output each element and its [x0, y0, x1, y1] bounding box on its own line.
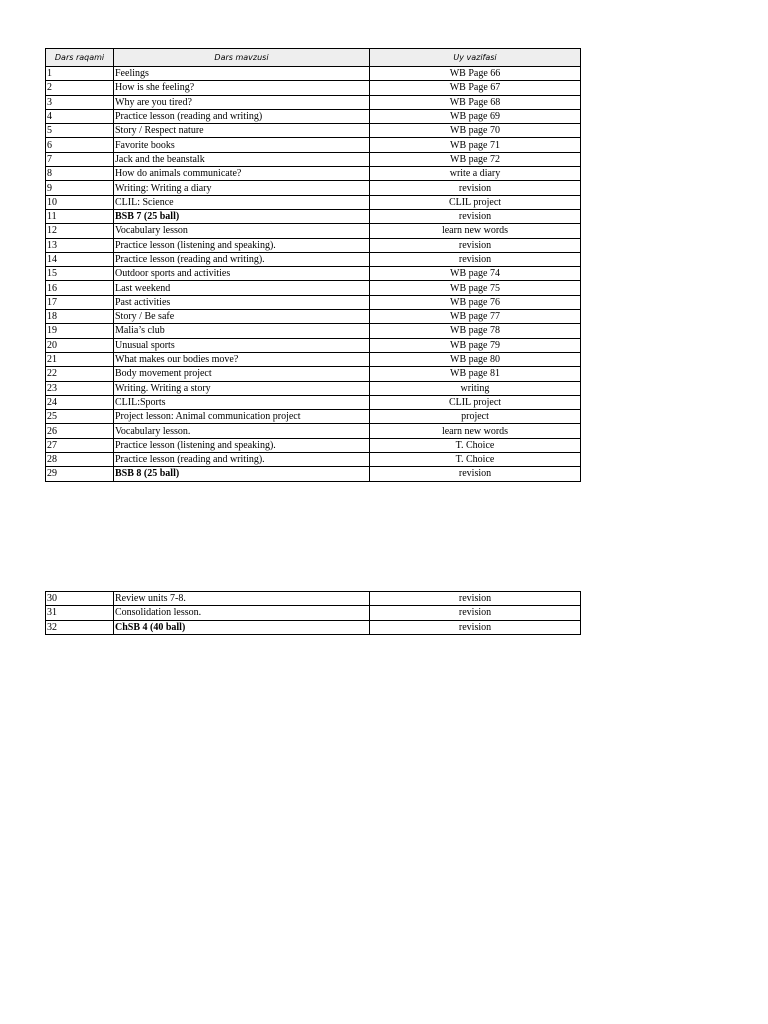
header-homework: Uy vazifasi — [370, 49, 581, 67]
lesson-number-cell: 29 — [46, 467, 114, 481]
homework-cell: revision — [370, 620, 581, 634]
lesson-number-cell: 23 — [46, 381, 114, 395]
lesson-number-cell: 24 — [46, 395, 114, 409]
lesson-number-cell: 21 — [46, 352, 114, 366]
homework-cell: WB Page 66 — [370, 67, 581, 81]
homework-cell: WB page 81 — [370, 367, 581, 381]
homework-cell: WB page 78 — [370, 324, 581, 338]
table-row — [46, 252, 581, 266]
homework-cell: WB page 77 — [370, 310, 581, 324]
lesson-topic-cell: Writing. Writing a story — [114, 381, 370, 395]
homework-cell: WB Page 67 — [370, 81, 581, 95]
lesson-topic-cell: Review units 7-8. — [114, 592, 370, 606]
lesson-number-cell: 3 — [46, 95, 114, 109]
lesson-topic-cell: Body movement project — [114, 367, 370, 381]
lesson-number-cell: 1 — [46, 67, 114, 81]
lesson-topic-cell: BSB 8 (25 ball) — [114, 467, 370, 481]
lesson-topic-cell: Malia’s club — [114, 324, 370, 338]
lesson-number-cell: 26 — [46, 424, 114, 438]
lesson-number-cell: 14 — [46, 252, 114, 266]
homework-cell: CLIL project — [370, 195, 581, 209]
lesson-number-cell: 2 — [46, 81, 114, 95]
header-lesson-number: Dars raqami — [46, 49, 114, 67]
table-row — [46, 424, 581, 438]
lesson-number-cell: 10 — [46, 195, 114, 209]
table-row — [46, 124, 581, 138]
homework-cell: T. Choice — [370, 453, 581, 467]
table-row — [46, 606, 581, 620]
lesson-number-cell: 28 — [46, 453, 114, 467]
homework-cell: WB page 79 — [370, 338, 581, 352]
table-row — [46, 338, 581, 352]
lesson-number-cell: 30 — [46, 592, 114, 606]
lesson-number-cell: 12 — [46, 224, 114, 238]
lesson-number-cell: 5 — [46, 124, 114, 138]
lesson-topic-cell: Consolidation lesson. — [114, 606, 370, 620]
lesson-plan-table — [45, 48, 581, 482]
homework-cell: CLIL project — [370, 395, 581, 409]
homework-cell: learn new words — [370, 224, 581, 238]
header-lesson-topic: Dars mavzusi — [114, 49, 370, 67]
table-row — [46, 310, 581, 324]
lesson-topic-cell: Past activities — [114, 295, 370, 309]
table-row — [46, 352, 581, 366]
lesson-topic-cell: Why are you tired? — [114, 95, 370, 109]
lesson-topic-cell: Practice lesson (listening and speaking). — [114, 438, 370, 452]
homework-cell: T. Choice — [370, 438, 581, 452]
table-row — [46, 152, 581, 166]
lesson-number-cell: 20 — [46, 338, 114, 352]
lesson-topic-cell: CLIL:Sports — [114, 395, 370, 409]
table-row — [46, 395, 581, 409]
homework-cell: revision — [370, 592, 581, 606]
lesson-topic-cell: What makes our bodies move? — [114, 352, 370, 366]
lesson-topic-cell: Practice lesson (reading and writing). — [114, 252, 370, 266]
lesson-number-cell: 15 — [46, 267, 114, 281]
lesson-topic-cell: Favorite books — [114, 138, 370, 152]
lesson-plan-table-continued — [45, 591, 581, 635]
lesson-number-cell: 18 — [46, 310, 114, 324]
table-row — [46, 324, 581, 338]
table-row — [46, 209, 581, 223]
homework-cell: revision — [370, 467, 581, 481]
lesson-topic-cell: Story / Be safe — [114, 310, 370, 324]
table-row — [46, 167, 581, 181]
lesson-topic-cell: Unusual sports — [114, 338, 370, 352]
table-row — [46, 224, 581, 238]
lesson-number-cell: 13 — [46, 238, 114, 252]
lesson-number-cell: 32 — [46, 620, 114, 634]
lesson-topic-cell: Practice lesson (listening and speaking). — [114, 238, 370, 252]
homework-cell: WB page 74 — [370, 267, 581, 281]
table-row — [46, 592, 581, 606]
homework-cell: revision — [370, 606, 581, 620]
lesson-number-cell: 19 — [46, 324, 114, 338]
homework-cell: write a diary — [370, 167, 581, 181]
table-row — [46, 467, 581, 481]
lesson-number-cell: 16 — [46, 281, 114, 295]
lesson-topic-cell: Project lesson: Animal communication project — [114, 410, 370, 424]
lesson-topic-cell: Last weekend — [114, 281, 370, 295]
homework-cell: project — [370, 410, 581, 424]
table-row — [46, 67, 581, 81]
table-body-continued — [46, 592, 581, 635]
homework-cell: revision — [370, 238, 581, 252]
table-row — [46, 181, 581, 195]
homework-cell: WB page 76 — [370, 295, 581, 309]
table-row — [46, 109, 581, 123]
homework-cell: WB page 70 — [370, 124, 581, 138]
lesson-topic-cell: Outdoor sports and activities — [114, 267, 370, 281]
lesson-number-cell: 6 — [46, 138, 114, 152]
lesson-number-cell: 8 — [46, 167, 114, 181]
lesson-topic-cell: Writing: Writing a diary — [114, 181, 370, 195]
table-row — [46, 281, 581, 295]
table-row — [46, 381, 581, 395]
lesson-topic-cell: Story / Respect nature — [114, 124, 370, 138]
homework-cell: WB page 75 — [370, 281, 581, 295]
lesson-number-cell: 7 — [46, 152, 114, 166]
homework-cell: WB page 80 — [370, 352, 581, 366]
homework-cell: learn new words — [370, 424, 581, 438]
lesson-topic-cell: Practice lesson (reading and writing) — [114, 109, 370, 123]
table-row — [46, 138, 581, 152]
homework-cell: revision — [370, 252, 581, 266]
lesson-topic-cell: BSB 7 (25 ball) — [114, 209, 370, 223]
lesson-topic-cell: ChSB 4 (40 ball) — [114, 620, 370, 634]
lesson-topic-cell: Feelings — [114, 67, 370, 81]
lesson-topic-cell: Jack and the beanstalk — [114, 152, 370, 166]
table-row — [46, 620, 581, 634]
table-row — [46, 367, 581, 381]
table-row — [46, 81, 581, 95]
homework-cell: WB page 69 — [370, 109, 581, 123]
lesson-number-cell: 11 — [46, 209, 114, 223]
lesson-topic-cell: Practice lesson (reading and writing). — [114, 453, 370, 467]
table-row — [46, 195, 581, 209]
homework-cell: WB page 71 — [370, 138, 581, 152]
lesson-topic-cell: Vocabulary lesson. — [114, 424, 370, 438]
table-row — [46, 453, 581, 467]
lesson-number-cell: 17 — [46, 295, 114, 309]
table-row — [46, 267, 581, 281]
table-row — [46, 410, 581, 424]
table-row — [46, 438, 581, 452]
homework-cell: revision — [370, 209, 581, 223]
lesson-topic-cell: How is she feeling? — [114, 81, 370, 95]
lesson-number-cell: 4 — [46, 109, 114, 123]
header-row — [46, 49, 581, 67]
lesson-number-cell: 25 — [46, 410, 114, 424]
table-row — [46, 295, 581, 309]
lesson-number-cell: 31 — [46, 606, 114, 620]
table-row — [46, 238, 581, 252]
homework-cell: writing — [370, 381, 581, 395]
table-body — [46, 67, 581, 482]
lesson-number-cell: 27 — [46, 438, 114, 452]
homework-cell: WB Page 68 — [370, 95, 581, 109]
lesson-number-cell: 22 — [46, 367, 114, 381]
lesson-topic-cell: How do animals communicate? — [114, 167, 370, 181]
homework-cell: WB page 72 — [370, 152, 581, 166]
lesson-topic-cell: Vocabulary lesson — [114, 224, 370, 238]
homework-cell: revision — [370, 181, 581, 195]
table-row — [46, 95, 581, 109]
lesson-number-cell: 9 — [46, 181, 114, 195]
lesson-topic-cell: CLIL: Science — [114, 195, 370, 209]
